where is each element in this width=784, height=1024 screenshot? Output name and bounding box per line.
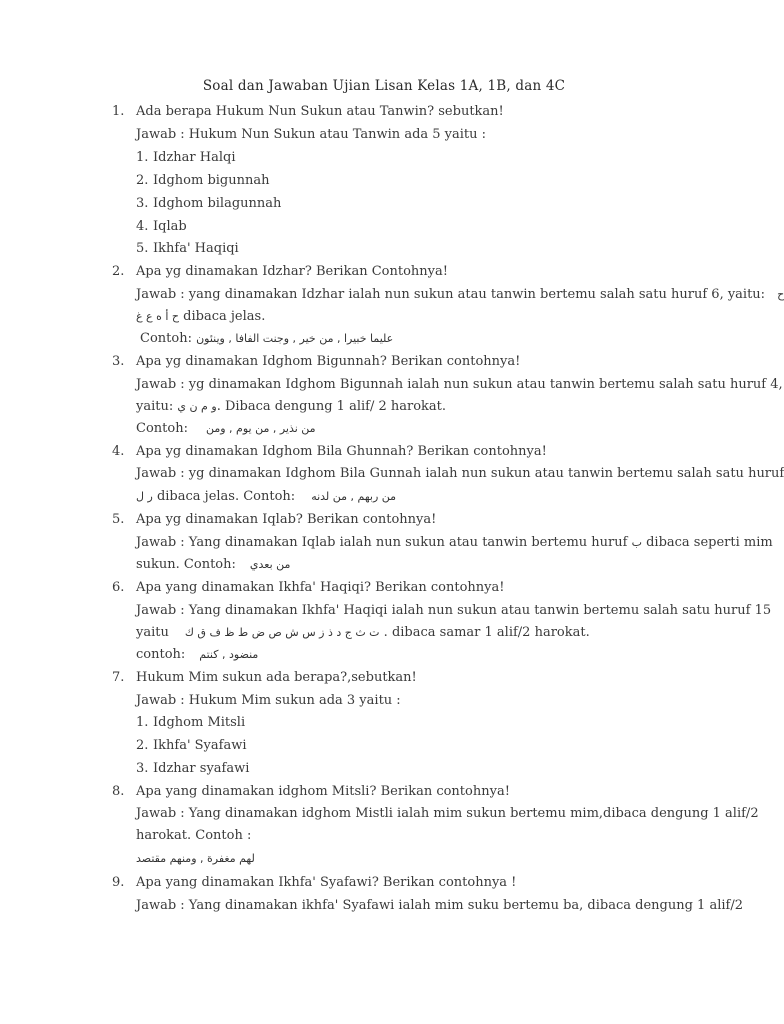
question-1-number: 1. — [112, 104, 125, 119]
example-6: contoh: منضود , كنتم — [136, 647, 259, 662]
question-7-number: 7. — [112, 670, 125, 685]
question-8-text: Apa yang dinamakan idghom Mitsli? Berikan contohnya! — [136, 784, 510, 799]
question-5-text: Apa yg dinamakan Iqlab? Berikan contohnya! — [136, 512, 437, 527]
answer-6-line-2: yaitu ت ث ج د ذ ز س ش ص ض ط ظ ف ق ك . dibaca samar 1 alif/2 harokat. — [136, 625, 590, 640]
answer-4-line-1: Jawab : yg dinamakan Idghom Bila Gunnah ialah nun sukun atau tanwin bertemu salah satu huruf — [136, 466, 784, 481]
list-item: 1. Idghom Mitsli — [136, 715, 246, 730]
answer-2-line-2: ح أ ه ع غ dibaca jelas. — [136, 309, 266, 324]
list-item: 4. Iqlab — [136, 219, 187, 234]
question-9-text: Apa yang dinamakan Ikhfa' Syafawi? Berikan contohnya ! — [136, 875, 517, 890]
answer-9-line-1: Jawab : Yang dinamakan ikhfa' Syafawi ialah mim suku bertemu ba, dibaca dengung 1 alif/2 — [136, 898, 743, 913]
example-8: لهم مغفرة , ومنهم مقتصد — [136, 852, 255, 865]
question-6-number: 6. — [112, 580, 125, 595]
answer-5-line-1: Jawab : Yang dinamakan Iqlab ialah nun sukun atau tanwin bertemu huruf ب dibaca seperti mim — [136, 535, 773, 550]
question-7-text: Hukum Mim sukun ada berapa?,sebutkan! — [136, 670, 417, 685]
question-3-text: Apa yg dinamakan Idghom Bigunnah? Berikan contohnya! — [136, 354, 521, 369]
answer-3-line-2: yaitu: و م ن ي. Dibaca dengung 1 alif/ 2 harokat. — [136, 399, 447, 414]
list-item: 1. Idzhar Halqi — [136, 150, 236, 165]
list-item: 5. Ikhfa' Haqiqi — [136, 241, 239, 256]
example-3: Contoh: من نذير , من يوم , ومن — [136, 421, 316, 436]
answer-3-line-1: Jawab : yg dinamakan Idghom Bigunnah ialah nun sukun atau tanwin bertemu salah satu huruf 4, — [136, 377, 783, 392]
answer-8-line-2: harokat. Contoh : — [136, 828, 252, 843]
answer-2-line-1: Jawab : yang dinamakan Idzhar ialah nun sukun atau tanwin bertemu salah satu huruf 6, yaitu: ح — [136, 287, 784, 302]
question-9-number: 9. — [112, 875, 125, 890]
list-item: 2. Ikhfa' Syafawi — [136, 738, 247, 753]
list-item: 3. Idghom bilagunnah — [136, 196, 282, 211]
question-6-text: Apa yang dinamakan Ikhfa' Haqiqi? Berikan contohnya! — [136, 580, 505, 595]
question-1-text: Ada berapa Hukum Nun Sukun atau Tanwin? sebutkan! — [136, 104, 504, 119]
example-2: Contoh: عليما خبيرا , من خير , وجنت الفافا , وينئون — [140, 331, 394, 346]
question-4-text: Apa yg dinamakan Idghom Bila Ghunnah? Berikan contohnya! — [136, 444, 547, 459]
answer-1-text: Jawab : Hukum Nun Sukun atau Tanwin ada 5 yaitu : — [136, 127, 487, 142]
question-5-number: 5. — [112, 512, 125, 527]
answer-5-line-2: sukun. Contoh: من بعدي — [136, 557, 291, 572]
answer-4-line-2: ر ل dibaca jelas. Contoh: من ربهم , من لدنه — [136, 489, 397, 504]
list-item: 2. Idghom bigunnah — [136, 173, 270, 188]
question-4-number: 4. — [112, 444, 125, 459]
page-title: Soal dan Jawaban Ujian Lisan Kelas 1A, 1B, dan 4C — [202, 78, 566, 94]
question-3-number: 3. — [112, 354, 125, 369]
question-2-text: Apa yg dinamakan Idzhar? Berikan Contohnya! — [136, 264, 448, 279]
answer-8-line-1: Jawab : Yang dinamakan idghom Mistli ialah mim sukun bertemu mim,dibaca dengung 1 alif/2 — [136, 806, 759, 821]
answer-6-line-1: Jawab : Yang dinamakan Ikhfa' Haqiqi ialah nun sukun atau tanwin bertemu salah satu huruf 15 — [136, 603, 772, 618]
answer-7-text: Jawab : Hukum Mim sukun ada 3 yaitu : — [136, 693, 401, 708]
question-2-number: 2. — [112, 264, 125, 279]
question-8-number: 8. — [112, 784, 125, 799]
list-item: 3. Idzhar syafawi — [136, 761, 250, 776]
